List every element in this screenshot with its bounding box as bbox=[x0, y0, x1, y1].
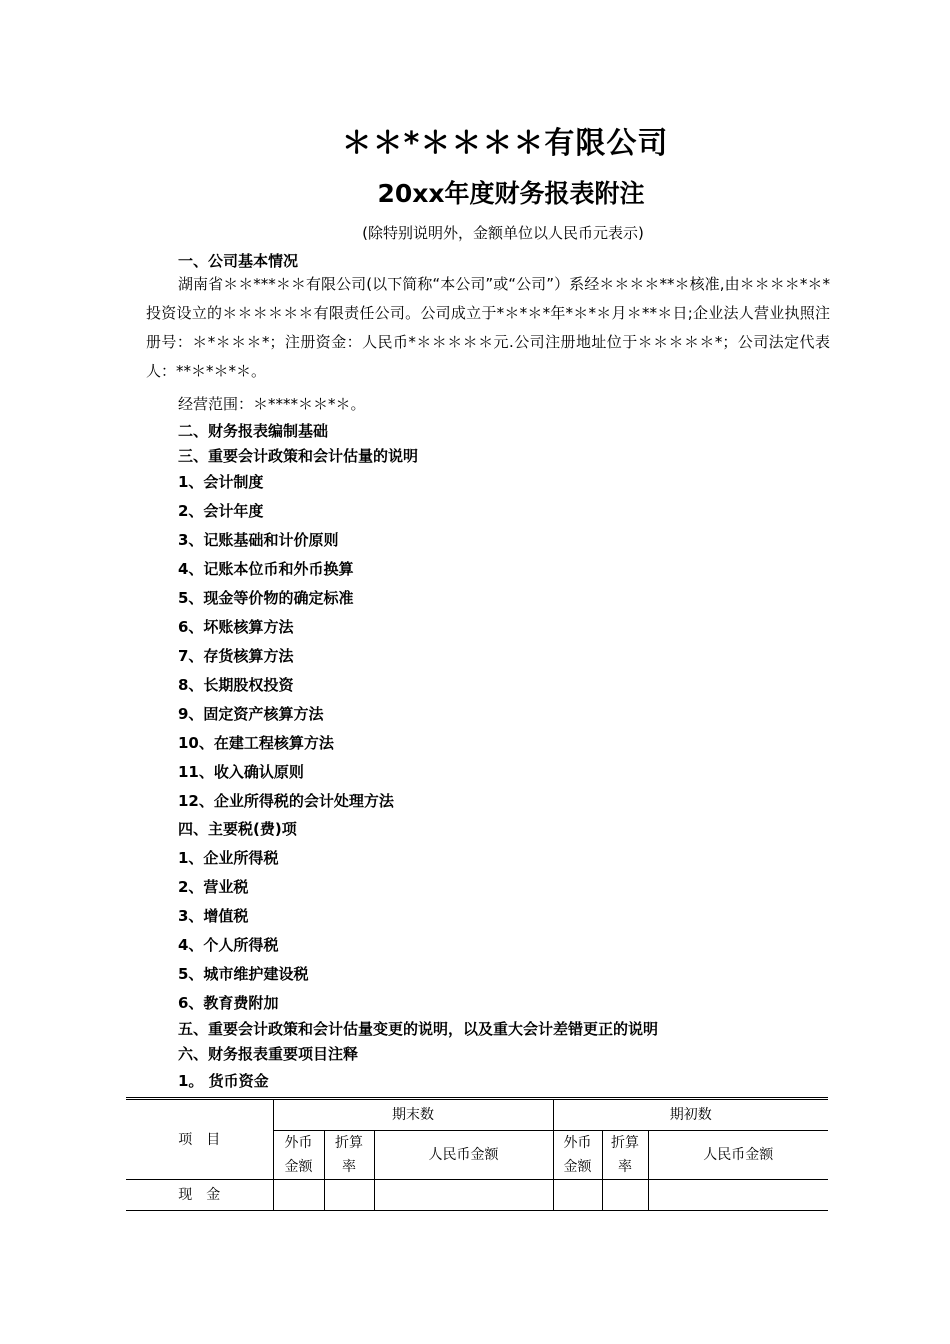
company-title: ＊＊*＊＊＊＊有限公司 bbox=[341, 126, 669, 161]
report-title: 20xx年度财务报表附注 bbox=[377, 179, 645, 208]
cell-empty bbox=[273, 1180, 324, 1211]
header-rate: 折算 率 bbox=[324, 1131, 374, 1180]
policy-item: 6、坏账核算方法 bbox=[178, 618, 294, 636]
policy-item: 3、记账基础和计价原则 bbox=[178, 531, 339, 549]
report-subtitle: (除特别说明外，金额单位以人民币元表示) bbox=[362, 224, 644, 242]
cell-empty bbox=[553, 1180, 602, 1211]
business-scope: 经营范围：＊****＊＊*＊。 bbox=[178, 395, 366, 413]
company-info-paragraph bbox=[146, 270, 830, 386]
policy-item: 4、记账本位币和外币换算 bbox=[178, 560, 354, 578]
policy-item: 2、会计年度 bbox=[178, 502, 264, 520]
row-label: 现 金 bbox=[126, 1180, 273, 1211]
section6-heading: 六、财务报表重要项目注释 bbox=[178, 1045, 359, 1063]
header-rmb-amount: 人民币金额 bbox=[648, 1131, 828, 1180]
table-row bbox=[126, 1180, 828, 1211]
header-period-end: 期末数 bbox=[273, 1099, 553, 1131]
policy-item: 9、固定资产核算方法 bbox=[178, 705, 324, 723]
cash-table bbox=[126, 1097, 828, 1211]
tax-item: 2、营业税 bbox=[178, 878, 249, 896]
tax-item: 5、城市维护建设税 bbox=[178, 965, 309, 983]
cash-subheading: 1。 货币资金 bbox=[178, 1072, 269, 1090]
company-info-text: 湖南省＊＊***＊＊有限公司(以下简称“本公司”或“公司”）系经＊＊＊＊**＊核准,由＊＊＊＊*＊*投资设立的＊＊＊＊＊＊有限责任公司。公司成立于*＊*＊*年*＊*＊月＊**＊日;企业法人营业执照注册号：＊*＊＊＊*；注册资金：人民币*＊＊＊＊＊元.公司注册地址位于＊＊＊＊＊*；公司法定代表人：**＊*＊*＊。 bbox=[146, 275, 830, 380]
cell-empty bbox=[374, 1180, 553, 1211]
header-rate: 折算 率 bbox=[602, 1131, 648, 1180]
policy-item: 11、收入确认原则 bbox=[178, 763, 304, 781]
policy-item: 1、会计制度 bbox=[178, 473, 264, 491]
tax-item: 6、教育费附加 bbox=[178, 994, 279, 1012]
policy-item: 7、存货核算方法 bbox=[178, 647, 294, 665]
policy-item: 12、企业所得税的会计处理方法 bbox=[178, 792, 394, 810]
cell-empty bbox=[602, 1180, 648, 1211]
header-foreign-amount: 外币 金额 bbox=[273, 1131, 324, 1180]
header-period-begin: 期初数 bbox=[553, 1099, 828, 1131]
policy-item: 5、现金等价物的确定标准 bbox=[178, 589, 354, 607]
policy-item: 8、长期股权投资 bbox=[178, 676, 294, 694]
cell-empty bbox=[648, 1180, 828, 1211]
section1-heading: 一、公司基本情况 bbox=[178, 252, 299, 270]
section4-heading: 四、主要税(费)项 bbox=[178, 820, 297, 838]
tax-item: 4、个人所得税 bbox=[178, 936, 279, 954]
section3-heading: 三、重要会计政策和会计估量的说明 bbox=[178, 447, 419, 465]
header-rmb-amount: 人民币金额 bbox=[374, 1131, 553, 1180]
tax-item: 1、企业所得税 bbox=[178, 849, 279, 867]
section2-heading: 二、财务报表编制基础 bbox=[178, 422, 329, 440]
header-foreign-amount: 外币 金额 bbox=[553, 1131, 602, 1180]
section5-heading: 五、重要会计政策和会计估量变更的说明，以及重大会计差错更正的说明 bbox=[178, 1020, 659, 1038]
policy-item: 10、在建工程核算方法 bbox=[178, 734, 334, 752]
cell-empty bbox=[324, 1180, 374, 1211]
header-item: 项 目 bbox=[126, 1099, 273, 1180]
tax-item: 3、增值税 bbox=[178, 907, 249, 925]
